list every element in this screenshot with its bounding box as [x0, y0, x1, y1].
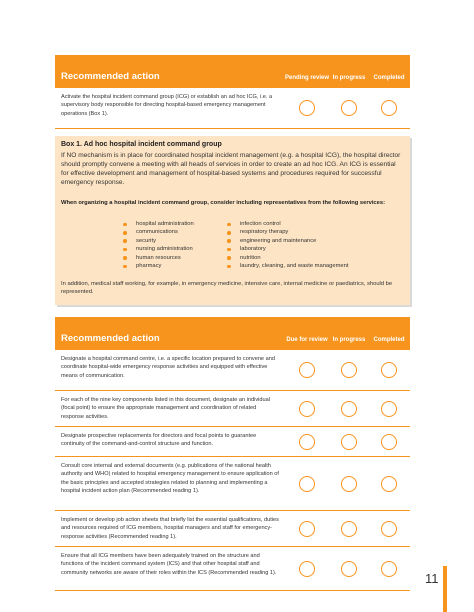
bullet-icon [227, 231, 231, 235]
column-completed: Completed [373, 75, 405, 81]
table-title: Recommended action [61, 333, 160, 344]
in-progress-radio[interactable] [341, 476, 357, 492]
bullet-icon [123, 239, 127, 243]
completed-radio[interactable] [381, 434, 397, 450]
completed-radio[interactable] [381, 100, 397, 116]
row-text: Activate the hospital incident command group (ICG) or establish an ad hoc ICG, i.e. a supervisory body responsible for directing hospital-based emergency management operations (Box 1). [61, 94, 273, 117]
bullet-icon [123, 231, 127, 235]
list-item: pharmacy [123, 262, 194, 270]
completed-radio[interactable] [381, 401, 397, 417]
row-text: For each of the nine key components listed in this document, designate an individual (focal point) to ensure the appropriate management and coordination of related response activities. [61, 397, 270, 420]
column-in-progress: In progress [332, 75, 366, 81]
table-row [55, 350, 410, 391]
table-header [55, 55, 410, 88]
box-note: In addition, medical staff working, for example, in emergency medicine, intensive care, internal medicine or paediatrics, should be represented. [61, 281, 393, 295]
list-item: infection control [227, 220, 349, 228]
due-for-review-radio[interactable] [299, 434, 315, 450]
list-item: hospital administration [123, 220, 194, 228]
table-row [55, 457, 410, 511]
row-text: Ensure that all ICG members have been adequately trained on the structure and functions of the incident command system (ICS) and that other hospital staff and community networks are aware of their roles within the ICS (Recommended reading 1). [61, 553, 277, 576]
table-row [55, 427, 410, 457]
list-item: security [123, 237, 194, 245]
services-list-left [123, 220, 194, 270]
completed-radio[interactable] [381, 476, 397, 492]
bullet-icon [123, 223, 127, 227]
bullet-icon [227, 265, 231, 269]
box-intro: If NO mechanism is in place for coordinated hospital incident management (e.g. a hospital ICG), the hospital director should promptly convene a meeting with all heads of services in order to create an ad hoc ICG. An ICG is essential for effective development and management of hospital-based systems and procedures required for successful emergency response. [61, 152, 401, 186]
due-for-review-radio[interactable] [299, 476, 315, 492]
table-title: Recommended action [61, 71, 160, 82]
table-row [55, 511, 410, 547]
list-item: respiratory therapy [227, 228, 349, 236]
in-progress-radio[interactable] [341, 561, 357, 577]
list-item: communications [123, 228, 194, 236]
bullet-icon [227, 248, 231, 252]
list-item: nutrition [227, 254, 349, 262]
table-row [55, 547, 410, 591]
column-completed: Completed [373, 337, 405, 343]
table-row [55, 391, 410, 427]
table-row [55, 88, 410, 129]
box-1 [55, 136, 410, 305]
in-progress-radio[interactable] [341, 434, 357, 450]
list-item: laboratory [227, 245, 349, 253]
completed-radio[interactable] [381, 521, 397, 537]
page-number: 11 [425, 571, 439, 586]
list-item: nursing administration [123, 245, 194, 253]
bullet-icon [123, 248, 127, 252]
list-item: engineering and maintenance [227, 237, 349, 245]
column-pending-review: Pending review [285, 75, 330, 81]
bullet-icon [123, 265, 127, 269]
page-accent-bar [443, 566, 447, 612]
row-text: Designate a hospital command centre, i.e. a specific location prepared to convene and coordinate hospital-wide emergency response activities and equipped with effective means of communication. [61, 356, 275, 379]
due-for-review-radio[interactable] [299, 401, 315, 417]
pending-review-radio[interactable] [299, 100, 315, 116]
row-text: Designate prospective replacements for directors and focal points to guarantee continuity of the command-and-control structure and function. [61, 433, 257, 448]
checklist-table-1 [55, 55, 410, 129]
checklist-table-2 [55, 317, 410, 591]
in-progress-radio[interactable] [341, 521, 357, 537]
bullet-icon [227, 256, 231, 260]
row-text: Consult core internal and external documents (e.g. publications of the national health authority and WHO) related to hospital emergency management to ensure application of the basic principles and accepted strategies related to planning and implementing a hospital incident action plan (Recommended reading 1). [61, 463, 279, 495]
completed-radio[interactable] [381, 561, 397, 577]
in-progress-radio[interactable] [341, 362, 357, 378]
in-progress-radio[interactable] [341, 401, 357, 417]
services-list-right [227, 220, 349, 270]
list-item: laundry, cleaning, and waste management [227, 262, 349, 270]
list-item: human resources [123, 254, 194, 262]
completed-radio[interactable] [381, 362, 397, 378]
box-title: Box 1. Ad hoc hospital incident command group [61, 141, 222, 148]
due-for-review-radio[interactable] [299, 521, 315, 537]
box-lead: When organizing a hospital incident command group, consider including representatives from the following services: [61, 200, 386, 206]
row-text: Implement or develop job action sheets that briefly list the essential qualifications, duties and resources required of ICG members, hospital managers and staff for emergency-response activities (Recommended reading 1). [61, 517, 279, 540]
due-for-review-radio[interactable] [299, 362, 315, 378]
in-progress-radio[interactable] [341, 100, 357, 116]
table-header [55, 317, 410, 350]
column-due-for-review: Due for review [286, 337, 328, 343]
column-in-progress: In progress [332, 337, 366, 343]
bullet-icon [123, 256, 127, 260]
bullet-icon [227, 223, 231, 227]
due-for-review-radio[interactable] [299, 561, 315, 577]
bullet-icon [227, 239, 231, 243]
